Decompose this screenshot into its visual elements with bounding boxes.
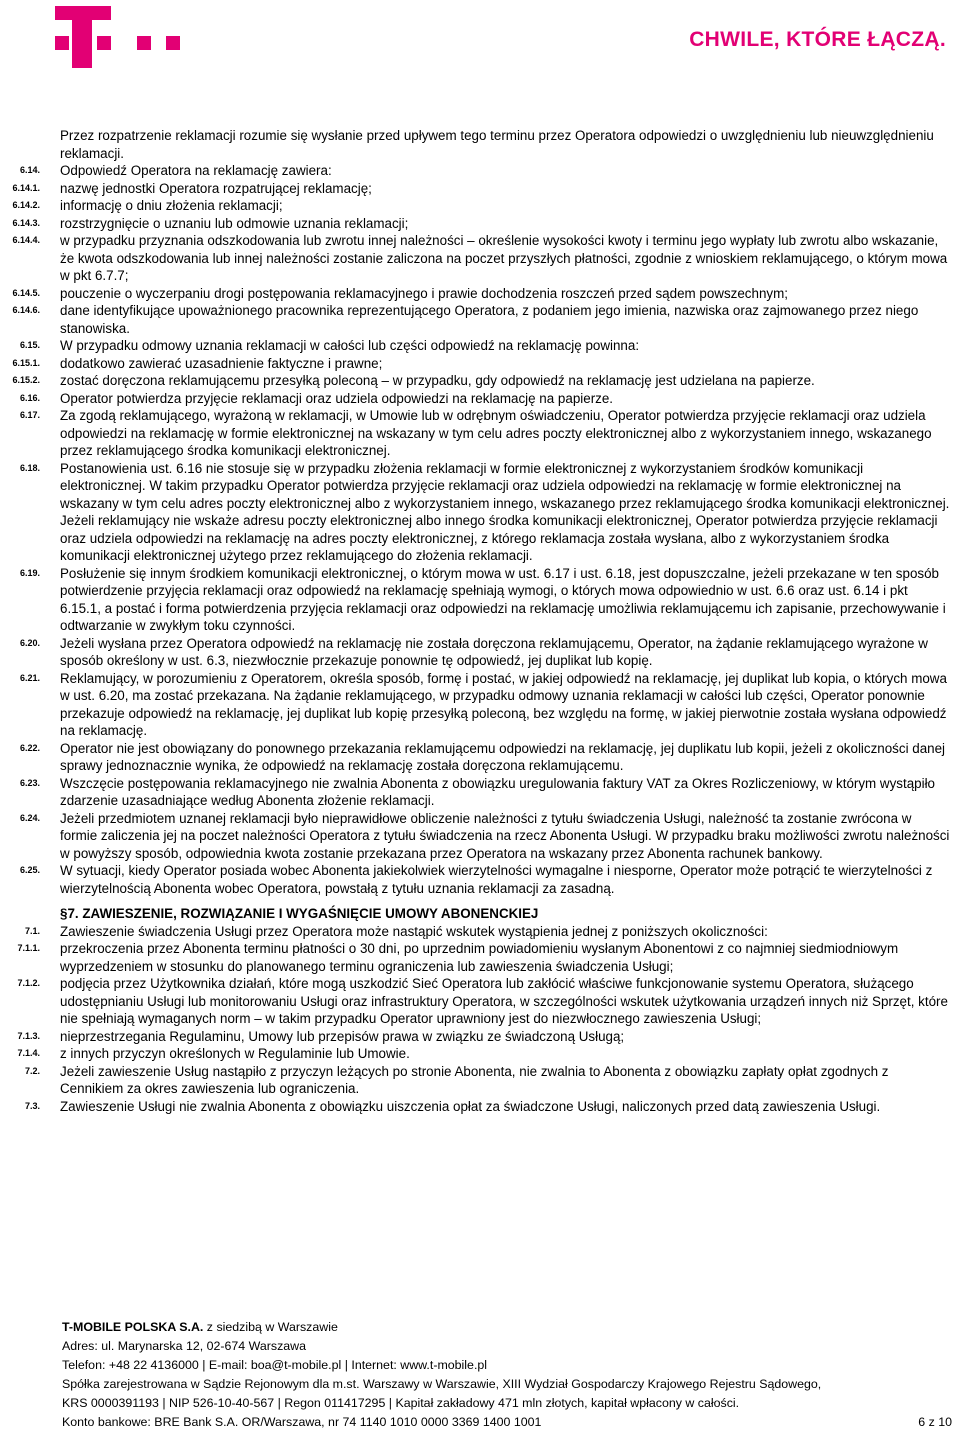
item-number: 6.24. [19, 812, 40, 823]
list-item [0, 975, 960, 1028]
list-item [0, 355, 960, 373]
list-item [0, 232, 960, 285]
item-text: W przypadku odmowy uznania reklamacji w całości lub części odpowiedź na reklamację powinna: [60, 338, 640, 353]
list-item [0, 1063, 960, 1098]
list-item [0, 565, 960, 635]
item-number: 7.1. [24, 925, 40, 936]
item-number: 6.22. [19, 742, 40, 753]
item-number: 7.3. [24, 1100, 40, 1111]
item-text: rozstrzygnięcie o uznaniu lub odmowie uznania reklamacji; [60, 215, 409, 231]
item-number: 6.20. [19, 637, 40, 648]
list-item [0, 635, 960, 670]
item-text: pouczenie o wyczerpaniu drogi postępowania reklamacyjnego i prawie dochodzenia roszczeń przed sądem powszechnym; [60, 285, 788, 301]
item-number: 7.1.4. [17, 1048, 40, 1058]
item-text: Postanowienia ust. 6.16 nie stosuje się w przypadku złożenia reklamacji w formie elektronicznej z wykorzystaniem środków komunikacji elektronicznej. W takim przypadku Operator potwierdza przyjęcie reklamacji oraz udziela odpowiedzi na reklamację w formie elektronicznej na wskazany w tym celu adres poczty elektronicznej albo z wykorzystaniem innego, wskazanego przez reklamującego środka komunikacji elektronicznej. Jeżeli reklamujący nie wskaże adresu poczty elektronicznej albo innego środka komunikacji elektronicznej, Operator potwierdza przyjęcie reklamacji oraz udziela odpowiedzi na reklamację na adres poczty elektronicznej, z którego reklamacja została wysłana, albo z wykorzystaniem środka komunikacji elektronicznej użytego przez reklamującego do złożenia reklamacji. [60, 460, 950, 563]
item-number: 6.18. [19, 462, 40, 473]
item-text: zostać doręczona reklamującemu przesyłką poleconą – w przypadku, gdy odpowiedź na reklamację jest udzielana na papierze. [60, 373, 815, 388]
logo-dot [137, 36, 151, 50]
item-text: Jeżeli przedmiotem uznanej reklamacji było nieprawidłowe obliczenie należności z tytułu świadczenia Usługi, należność ta zostanie zwrócona w formie zaliczenia jej na poczet należności Operatora z tytułu świadczenia na rzecz Abonenta Usługi. W przypadku braku możliwości zwrotu należności w powyższy sposób, odpowiednia kwota zostanie przekazana przez Operatora na wskazany przez Abonenta rachunek bankowy. [60, 810, 950, 861]
document-body [0, 127, 960, 1115]
list-item [0, 337, 960, 355]
logo-dot [55, 36, 69, 50]
list-item [0, 285, 960, 303]
item-text: Zawieszenie świadczenia Usługi przez Operatora może nastąpić wskutek wystąpienia jednej z poniższych okoliczności: [60, 923, 768, 939]
item-number: 7.1.1. [17, 943, 40, 953]
section-7-title: §7. ZAWIESZENIE, ROZWIĄZANIE I WYGAŚNIĘCIE UMOWY ABONENCKIEJ [60, 906, 539, 921]
slogan: CHWILE, KTÓRE ŁĄCZĄ. [689, 28, 946, 51]
item-number: 6.23. [19, 777, 40, 788]
list-item [0, 670, 960, 740]
list-item [0, 1098, 960, 1116]
item-number: 7.1.2. [17, 978, 40, 988]
list-item [0, 302, 960, 337]
item-number: 6.14.3. [12, 217, 40, 228]
page-footer [62, 1318, 952, 1432]
footer-bank: Konto bankowe: BRE Bank S.A. OR/Warszawa, nr 74 1140 1010 0000 3369 1400 1001 [62, 1415, 542, 1429]
company-suffix: z siedzibą w Warszawie [203, 1320, 338, 1334]
item-number: 6.25. [19, 865, 40, 875]
intro-text: Przez rozpatrzenie reklamacji rozumie się wysłanie przed upływem tego terminu przez Operatora odpowiedzi o uwzględnieniu lub nieuwzględnieniu reklamacji. [60, 128, 934, 161]
item-text: przekroczenia przez Abonenta terminu płatności o 30 dni, po uprzednim powiadomieniu wysłanym Abonentowi z co najmniej siedmiodniowym wyprzedzeniem w stosunku do planowanego terminu ograniczenia lub zawieszenia świadczenia Usługi; [60, 941, 899, 974]
item-number: 6.15. [19, 340, 40, 350]
section-7-items [0, 923, 960, 1116]
list-item [0, 923, 960, 941]
item-text: nazwę jednostki Operatora rozpatrującej reklamację; [60, 180, 372, 196]
item-text: W sytuacji, kiedy Operator posiada wobec Abonenta jakiekolwiek wierzytelności wymagalne i niesporne, Operator może potrącić te wierzytelności z wierzytelnością Abonenta wobec Operatora, powstałą z tytułu uznania reklamacji za zasadną. [60, 863, 933, 896]
footer-company-line [62, 1318, 952, 1337]
page-number: 6 z 10 [918, 1415, 952, 1429]
page-header [0, 0, 960, 60]
item-text: z innych przyczyn określonych w Regulaminie lub Umowie. [60, 1046, 410, 1061]
footer-register: Spółka zarejestrowana w Sądzie Rejonowym dla m.st. Warszawy w Warszawie, XIII Wydział Gospodarczy Krajowego Rejestru Sądowego, [62, 1377, 822, 1391]
list-item [0, 180, 960, 198]
footer-ids: KRS 0000391193 | NIP 526-10-40-567 | Regon 011417295 | Kapitał zakładowy 471 mln złotych, kapitał wpłacony w całości. [62, 1396, 740, 1410]
item-number: 6.14.1. [12, 182, 40, 193]
item-text: Operator potwierdza przyjęcie reklamacji oraz udziela odpowiedzi na reklamację na papierze. [60, 390, 614, 406]
list-item [0, 162, 960, 180]
logo-dot [97, 36, 111, 50]
list-item [0, 215, 960, 233]
item-text: dodatkowo zawierać uzasadnienie faktyczne i prawne; [60, 355, 383, 371]
item-text: dane identyfikujące upoważnionego pracownika reprezentującego Operatora, z podaniem jego imienia, nazwiska oraz zajmowanego przez niego stanowiska. [60, 303, 919, 336]
list-item [0, 407, 960, 460]
company-name: T-MOBILE POLSKA S.A. [62, 1320, 204, 1334]
list-item [0, 740, 960, 775]
item-text: Zawieszenie Usługi nie zwalnia Abonenta z obowiązku uiszczenia opłat za świadczone Usługi, naliczonych przed datą zawieszenia Usługi. [60, 1098, 881, 1114]
footer-contact: Telefon: +48 22 4136000 | E-mail: boa@t-mobile.pl | Internet: www.t-mobile.pl [62, 1358, 488, 1372]
logo-t-stem [72, 6, 92, 68]
footer-bank-row [62, 1413, 952, 1432]
logo-dot [166, 36, 180, 50]
list-item [0, 862, 960, 897]
list-item [0, 372, 960, 390]
list-item [0, 775, 960, 810]
item-number: 7.1.3. [17, 1030, 40, 1041]
item-text: Jeżeli zawieszenie Usług nastąpiło z przyczyn leżących po stronie Abonenta, nie zwalnia to Abonenta z obowiązku zapłaty opłat zgodnych z Cennikiem za okres zawieszenia lub ograniczenia. [60, 1063, 889, 1096]
item-number: 6.14.2. [12, 200, 40, 210]
intro-paragraph [0, 127, 960, 162]
item-number: 6.21. [19, 672, 40, 683]
item-number: 6.16. [19, 392, 40, 403]
item-number: 6.19. [19, 567, 40, 578]
telekom-logo [55, 6, 195, 66]
item-number: 6.14.6. [12, 305, 40, 315]
list-item [0, 940, 960, 975]
footer-address: Adres: ul. Marynarska 12, 02-674 Warszawa [62, 1339, 307, 1353]
item-text: podjęcia przez Użytkownika działań, które mogą uszkodzić Sieć Operatora lub zakłócić właściwe funkcjonowanie systemu Operatora, służącego udostępnianiu Usługi lub monitorowaniu Usługi oraz infrastruktury Operatora, w szczególności wskutek użytkowania urządzeń innych niż Sprzęt, które nie spełniają wymaganych norm – w takim przypadku Operator uprawniony jest do niezwłocznego zawieszenia Usługi; [60, 976, 948, 1026]
item-text: w przypadku przyznania odszkodowania lub zwrotu innej należności – określenie wysokości kwoty i terminu jego wypłaty lub zwrotu albo wskazanie, że kwota odszkodowania lub innej należności zostanie zaliczona na poczet przyszłych płatności, zgodnie z wnioskiem reklamującego, o którym mowa w pkt 6.7.7; [60, 233, 948, 283]
item-text: Posłużenie się innym środkiem komunikacji elektronicznej, o którym mowa w ust. 6.17 i ust. 6.18, jest dopuszczalne, jeżeli przekazane w ten sposób potwierdzenie przyjęcia reklamacji oraz odpowiedź na reklamację spełniają wymogi, o których mowa odpowiednio w ust. 6.6 oraz ust. 6.14 i pkt 6.15.1, a postać i forma potwierdzenia przyjęcia reklamacji oraz odpowiedzi na reklamację umożliwia reklamującemu ich zapisanie, przechowywanie i odtwarzanie w zwykłym toku czynności. [60, 565, 946, 633]
item-text: Wszczęcie postępowania reklamacyjnego nie zwalnia Abonenta z obowiązku uregulowania faktury VAT za Okres Rozliczeniowy, w którym wystąpiło zdarzenie uzasadniające według Abonenta złożenie reklamacji. [60, 775, 936, 808]
item-text: Za zgodą reklamującego, wyrażoną w reklamacji, w Umowie lub w odrębnym oświadczeniu, Operator potwierdza przyjęcie reklamacji oraz udziela odpowiedzi na reklamację w formie elektronicznej na wskazany w tym celu adres poczty elektronicznej albo z wykorzystaniem innego, wskazanego przez reklamującego środka komunikacji elektronicznej. [60, 408, 932, 458]
item-text: informację o dniu złożenia reklamacji; [60, 198, 283, 213]
item-text: Reklamujący, w porozumieniu z Operatorem, określa sposób, formę i postać, w jakiej odpowiedź na reklamację, jej duplikat lub kopia, o których mowa w ust. 6.20, ma zostać przekazana. Na żądanie reklamującego, w przypadku odmowy uznania reklamacji w całości lub części, Operator ponownie przekazuje odpowiedź na reklamację, jej duplikat lub kopię przesyłką poleconą, bez względu na formę, w jakiej pierwotnie została wysłana odpowiedź na reklamację. [60, 670, 947, 738]
item-number: 6.15.2. [12, 375, 40, 385]
list-item [0, 1028, 960, 1046]
list-item [0, 810, 960, 863]
item-text: Jeżeli wysłana przez Operatora odpowiedź na reklamację nie została doręczona reklamującemu, Operator, na żądanie reklamującego wyrażone w sposób określony w ust. 6.3, niezwłocznie przekazuje ponownie tę odpowiedź, jej duplikat lub kopię. [60, 635, 928, 668]
list-item [0, 460, 960, 565]
item-number: 6.17. [19, 410, 40, 420]
section-6-items [0, 162, 960, 897]
item-number: 6.14. [19, 165, 40, 175]
list-item [0, 197, 960, 215]
list-item [0, 390, 960, 408]
item-number: 6.14.5. [12, 287, 40, 298]
item-number: 6.14.4. [12, 235, 40, 245]
item-text: Odpowiedź Operatora na reklamację zawiera: [60, 163, 332, 178]
item-number: 7.2. [24, 1065, 40, 1076]
list-item [0, 1045, 960, 1063]
item-text: Operator nie jest obowiązany do ponownego przekazania reklamującemu odpowiedzi na reklamację, jej duplikatu lub kopii, jeżeli z okoliczności danej sprawy jednoznacznie wynika, że odpowiedź na reklamację została doręczona reklamującemu. [60, 740, 946, 773]
item-text: nieprzestrzegania Regulaminu, Umowy lub przepisów prawa w związku ze świadczoną Usługą; [60, 1028, 625, 1044]
item-number: 6.15.1. [12, 357, 40, 368]
